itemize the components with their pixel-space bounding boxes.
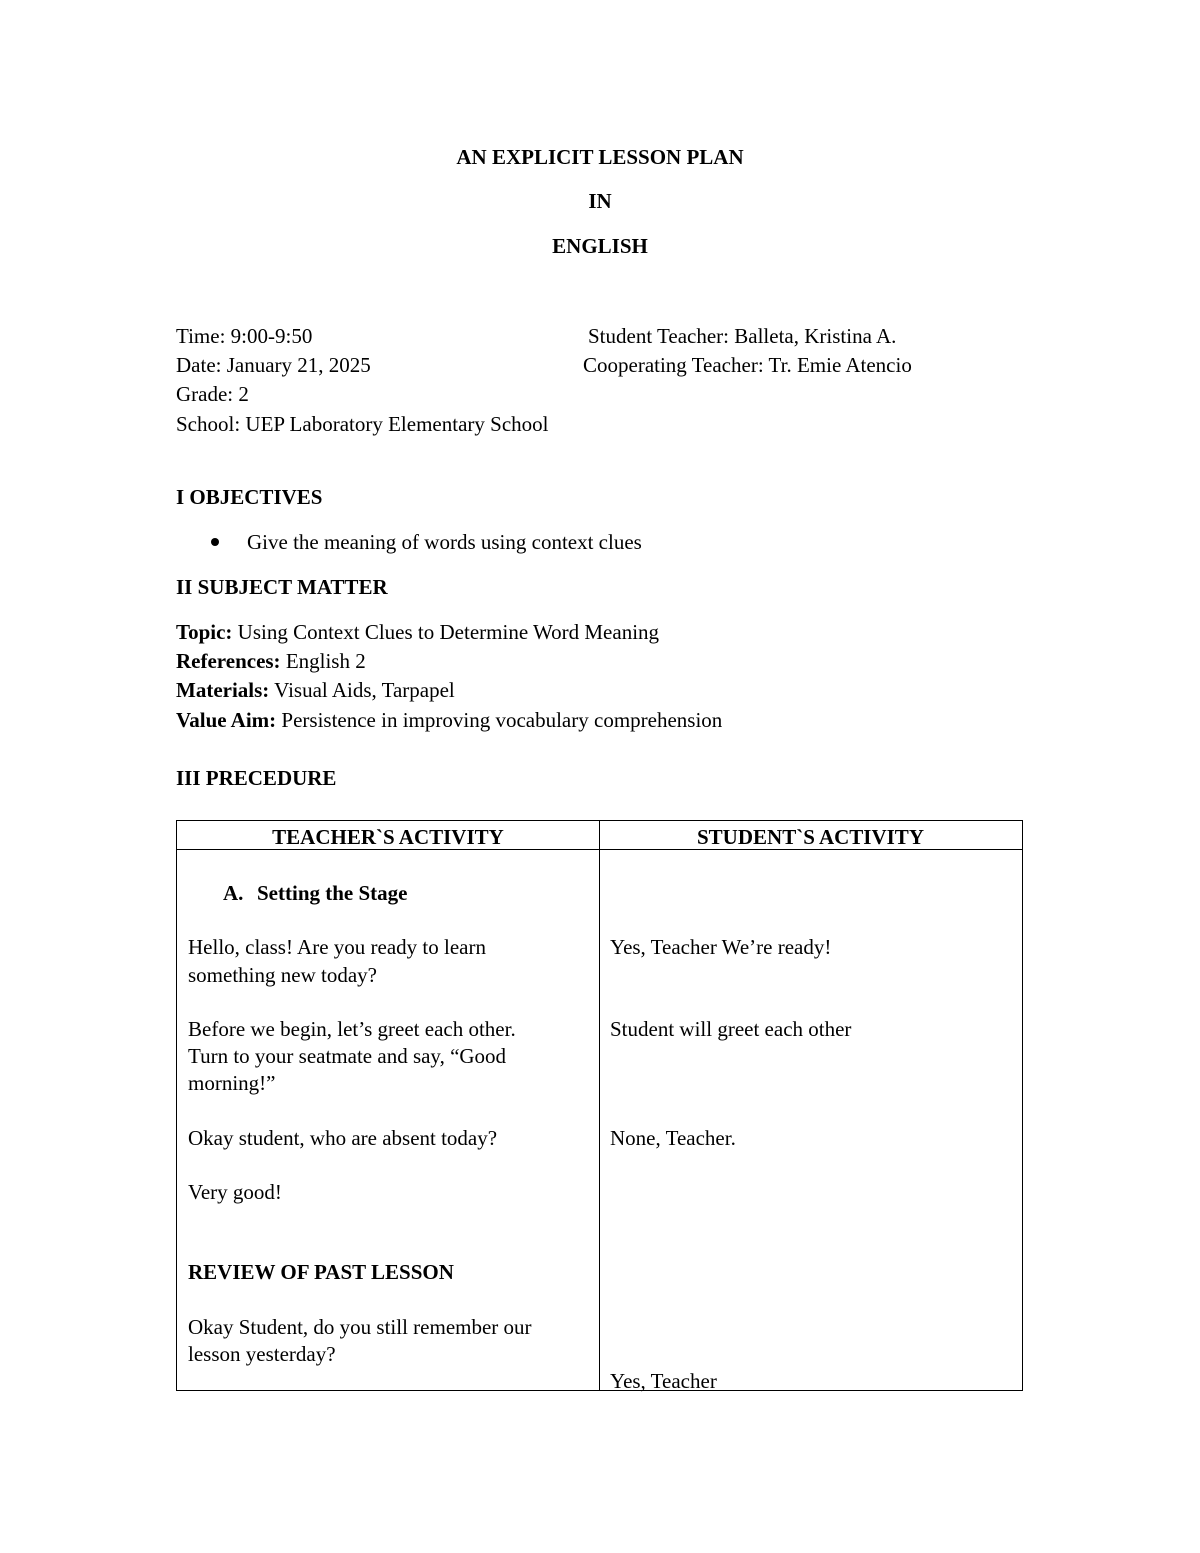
procedure-table (176, 820, 1023, 1391)
info-school: School: UEP Laboratory Elementary School (176, 412, 549, 436)
table-header-divider (177, 849, 1022, 850)
student-response: Yes, Teacher (610, 1369, 717, 1393)
materials-line (176, 680, 455, 701)
teacher-line: morning!” (188, 1071, 276, 1095)
topic-value: Using Context Clues to Determine Word Meaning (232, 620, 660, 644)
teacher-line: Very good! (188, 1180, 282, 1204)
section-a-letter: A. (223, 881, 244, 905)
info-cooperating-teacher: Cooperating Teacher: Tr. Emie Atencio (583, 353, 912, 377)
value-aim-value: Persistence in improving vocabulary comprehension (276, 708, 723, 732)
info-time: Time: 9:00-9:50 (176, 324, 313, 348)
teacher-line: Before we begin, let’s greet each other. (188, 1017, 516, 1041)
teacher-line: Okay student, who are absent today? (188, 1126, 498, 1150)
info-student-teacher: Student Teacher: Balleta, Kristina A. (588, 324, 897, 348)
subject-matter-heading: II SUBJECT MATTER (176, 575, 388, 599)
teacher-line: lesson yesterday? (188, 1342, 336, 1366)
references-value: English 2 (280, 649, 366, 673)
teacher-line: Hello, class! Are you ready to learn (188, 935, 486, 959)
document-title: AN EXPLICIT LESSON PLAN (456, 145, 744, 169)
info-date: Date: January 21, 2025 (176, 353, 371, 377)
teacher-line: something new today? (188, 963, 377, 987)
header-student-activity: STUDENT`S ACTIVITY (697, 825, 924, 849)
info-grade: Grade: 2 (176, 382, 249, 406)
value-aim-line (176, 710, 722, 731)
student-response: Yes, Teacher We’re ready! (610, 935, 832, 959)
materials-value: Visual Aids, Tarpapel (269, 678, 455, 702)
objectives-heading: I OBJECTIVES (176, 485, 323, 509)
topic-label: Topic: (176, 620, 233, 644)
procedure-heading: III PRECEDURE (176, 766, 337, 790)
teacher-line: Turn to your seatmate and say, “Good (188, 1044, 507, 1068)
objective-item: Give the meaning of words using context clues (247, 530, 642, 554)
materials-label: Materials: (176, 678, 270, 702)
references-label: References: (176, 649, 281, 673)
section-a-title: Setting the Stage (257, 881, 408, 905)
document-subject: ENGLISH (552, 234, 648, 258)
value-aim-label: Value Aim: (176, 708, 277, 732)
teacher-line: Okay Student, do you still remember our (188, 1315, 532, 1339)
header-teacher-activity: TEACHER`S ACTIVITY (272, 825, 504, 849)
student-response: Student will greet each other (610, 1017, 852, 1041)
bullet-icon (211, 538, 219, 546)
table-column-divider (599, 821, 600, 1390)
student-response: None, Teacher. (610, 1126, 736, 1150)
references-line (176, 651, 366, 672)
topic-line (176, 622, 659, 643)
review-heading: REVIEW OF PAST LESSON (188, 1260, 454, 1284)
document-title-in: IN (588, 189, 612, 213)
